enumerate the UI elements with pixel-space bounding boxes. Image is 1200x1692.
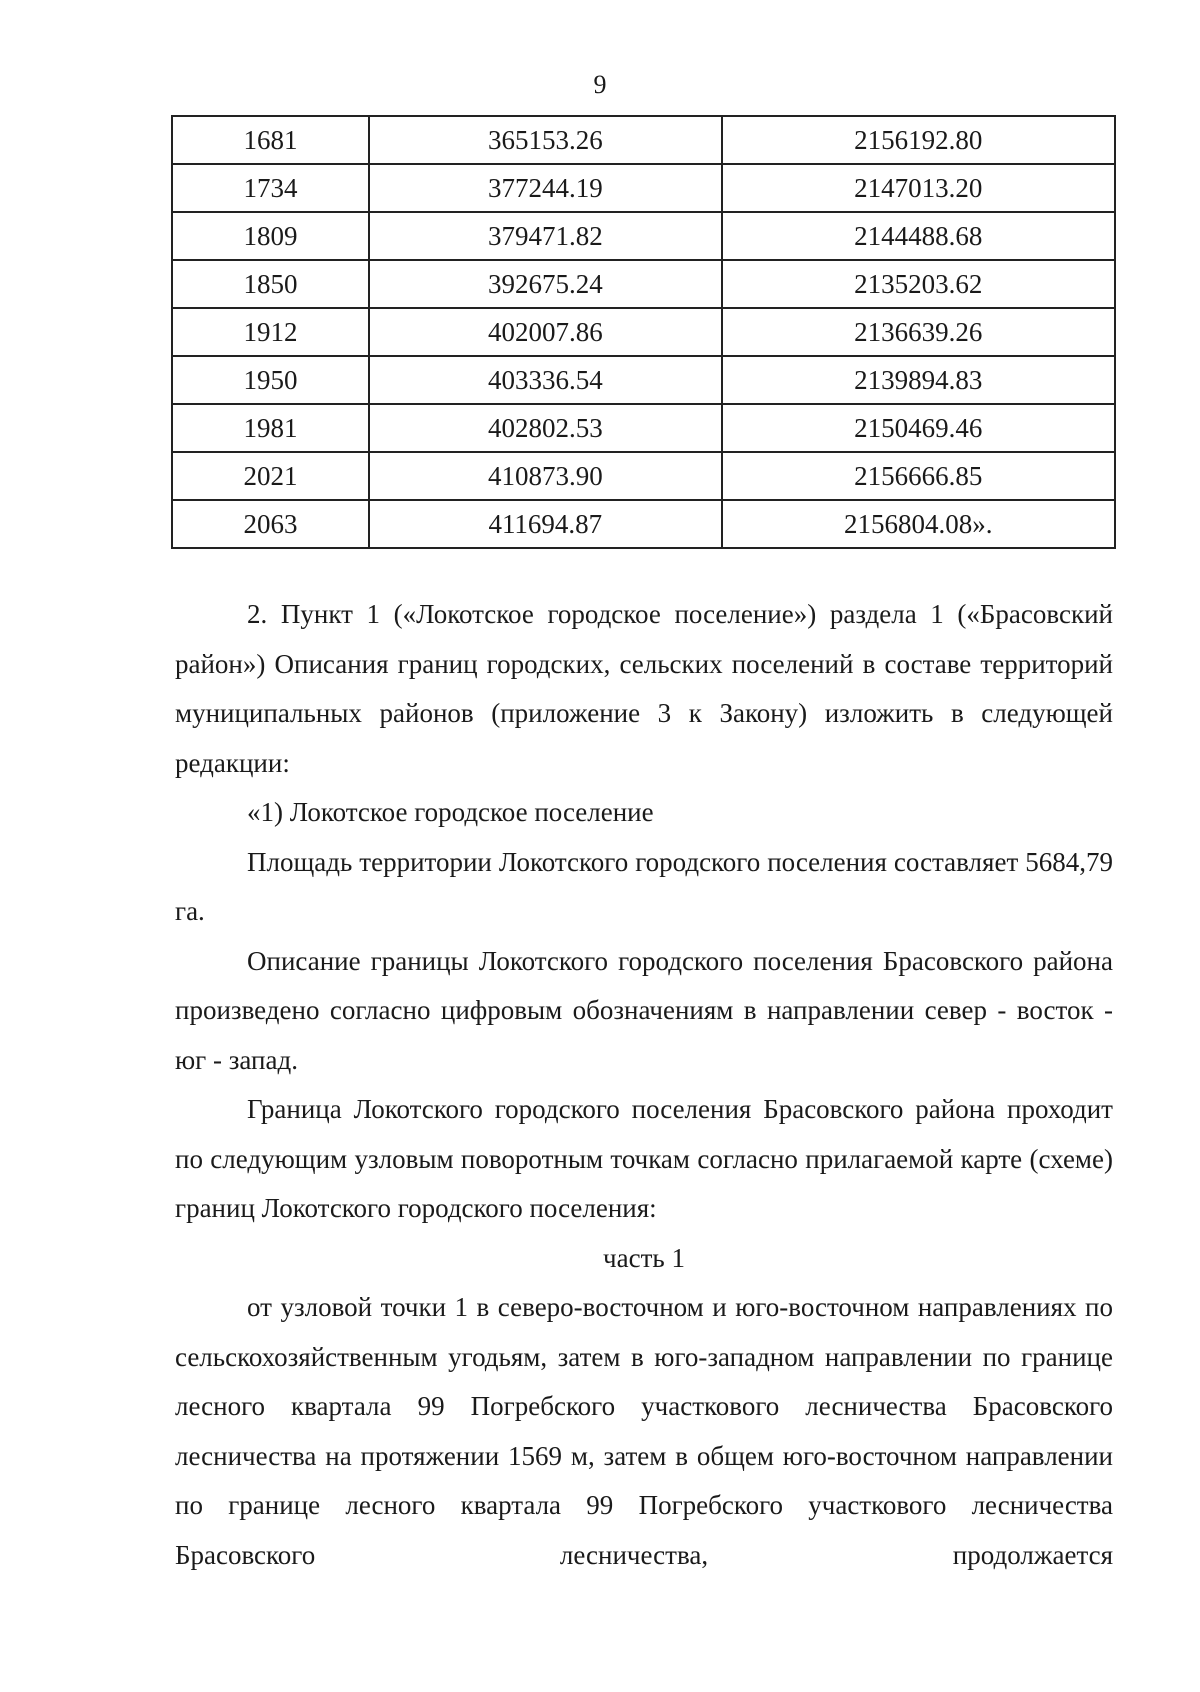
y-coordinate-cell: 2135203.62: [722, 260, 1115, 308]
point-number-cell: 1850: [172, 260, 369, 308]
point-number-cell: 1981: [172, 404, 369, 452]
point-number-cell: 1950: [172, 356, 369, 404]
x-coordinate-cell: 402802.53: [369, 404, 721, 452]
point-number-cell: 1912: [172, 308, 369, 356]
point-number-cell: 1681: [172, 116, 369, 164]
x-coordinate-cell: 392675.24: [369, 260, 721, 308]
point-number-cell: 2021: [172, 452, 369, 500]
table-row: [172, 308, 1115, 356]
y-coordinate-cell: 2144488.68: [722, 212, 1115, 260]
table-row: [172, 164, 1115, 212]
page-number: 9: [593, 70, 607, 99]
y-coordinate-cell: 2147013.20: [722, 164, 1115, 212]
x-coordinate-cell: 377244.19: [369, 164, 721, 212]
y-coordinate-cell: 2156804.08».: [722, 500, 1115, 548]
settlement-heading: «1) Локотское городское поселение: [247, 797, 654, 827]
boundary-description-paragraph: Описание границы Локотского городского поселения Брасовского района произведено согласно цифровым обозначениям в направлении север - восток - юг - запад.: [175, 945, 1113, 1075]
y-coordinate-cell: 2139894.83: [722, 356, 1115, 404]
part-description-paragraph: от узловой точки 1 в северо-восточном и юго-восточном направлениях по сельскохозяйственным угодьям, затем в юго-западном направлении по границе лесного квартала 99 Погребского участкового лесничества Брасовского лесничества на протяжении 1569 м, затем в общем юго-восточном направлении по границе лесного квартала 99 Погребского участкового лесничества Брасовского лесничества, продолжается: [175, 1292, 1113, 1570]
table-row: [172, 116, 1115, 164]
table-row: [172, 404, 1115, 452]
table-row: [172, 212, 1115, 260]
amendment-paragraph: 2. Пункт 1 («Локотское городское поселение») раздела 1 («Брасовский район») Описания границ городских, сельских поселений в составе территорий муниципальных районов (приложение 3 к Закону) изложить в следующей редакции:: [175, 599, 1113, 778]
table-row: [172, 452, 1115, 500]
point-number-cell: 1734: [172, 164, 369, 212]
table-row: [172, 260, 1115, 308]
y-coordinate-cell: 2150469.46: [722, 404, 1115, 452]
x-coordinate-cell: 411694.87: [369, 500, 721, 548]
coordinates-table: [171, 115, 1116, 549]
boundary-points-paragraph: Граница Локотского городского поселения Брасовского района проходит по следующим узловым поворотным точкам согласно прилагаемой карте (схеме) границ Локотского городского поселения:: [175, 1094, 1113, 1223]
x-coordinate-cell: 403336.54: [369, 356, 721, 404]
part-heading: часть 1: [603, 1242, 685, 1273]
y-coordinate-cell: 2136639.26: [722, 308, 1115, 356]
x-coordinate-cell: 410873.90: [369, 452, 721, 500]
point-number-cell: 1809: [172, 212, 369, 260]
y-coordinate-cell: 2156666.85: [722, 452, 1115, 500]
x-coordinate-cell: 365153.26: [369, 116, 721, 164]
y-coordinate-cell: 2156192.80: [722, 116, 1115, 164]
point-number-cell: 2063: [172, 500, 369, 548]
table-row: [172, 500, 1115, 548]
x-coordinate-cell: 379471.82: [369, 212, 721, 260]
x-coordinate-cell: 402007.86: [369, 308, 721, 356]
table-row: [172, 356, 1115, 404]
area-paragraph: Площадь территории Локотского городского поселения составляет 5684,79 га.: [175, 846, 1113, 926]
document-body: [175, 590, 1113, 1580]
